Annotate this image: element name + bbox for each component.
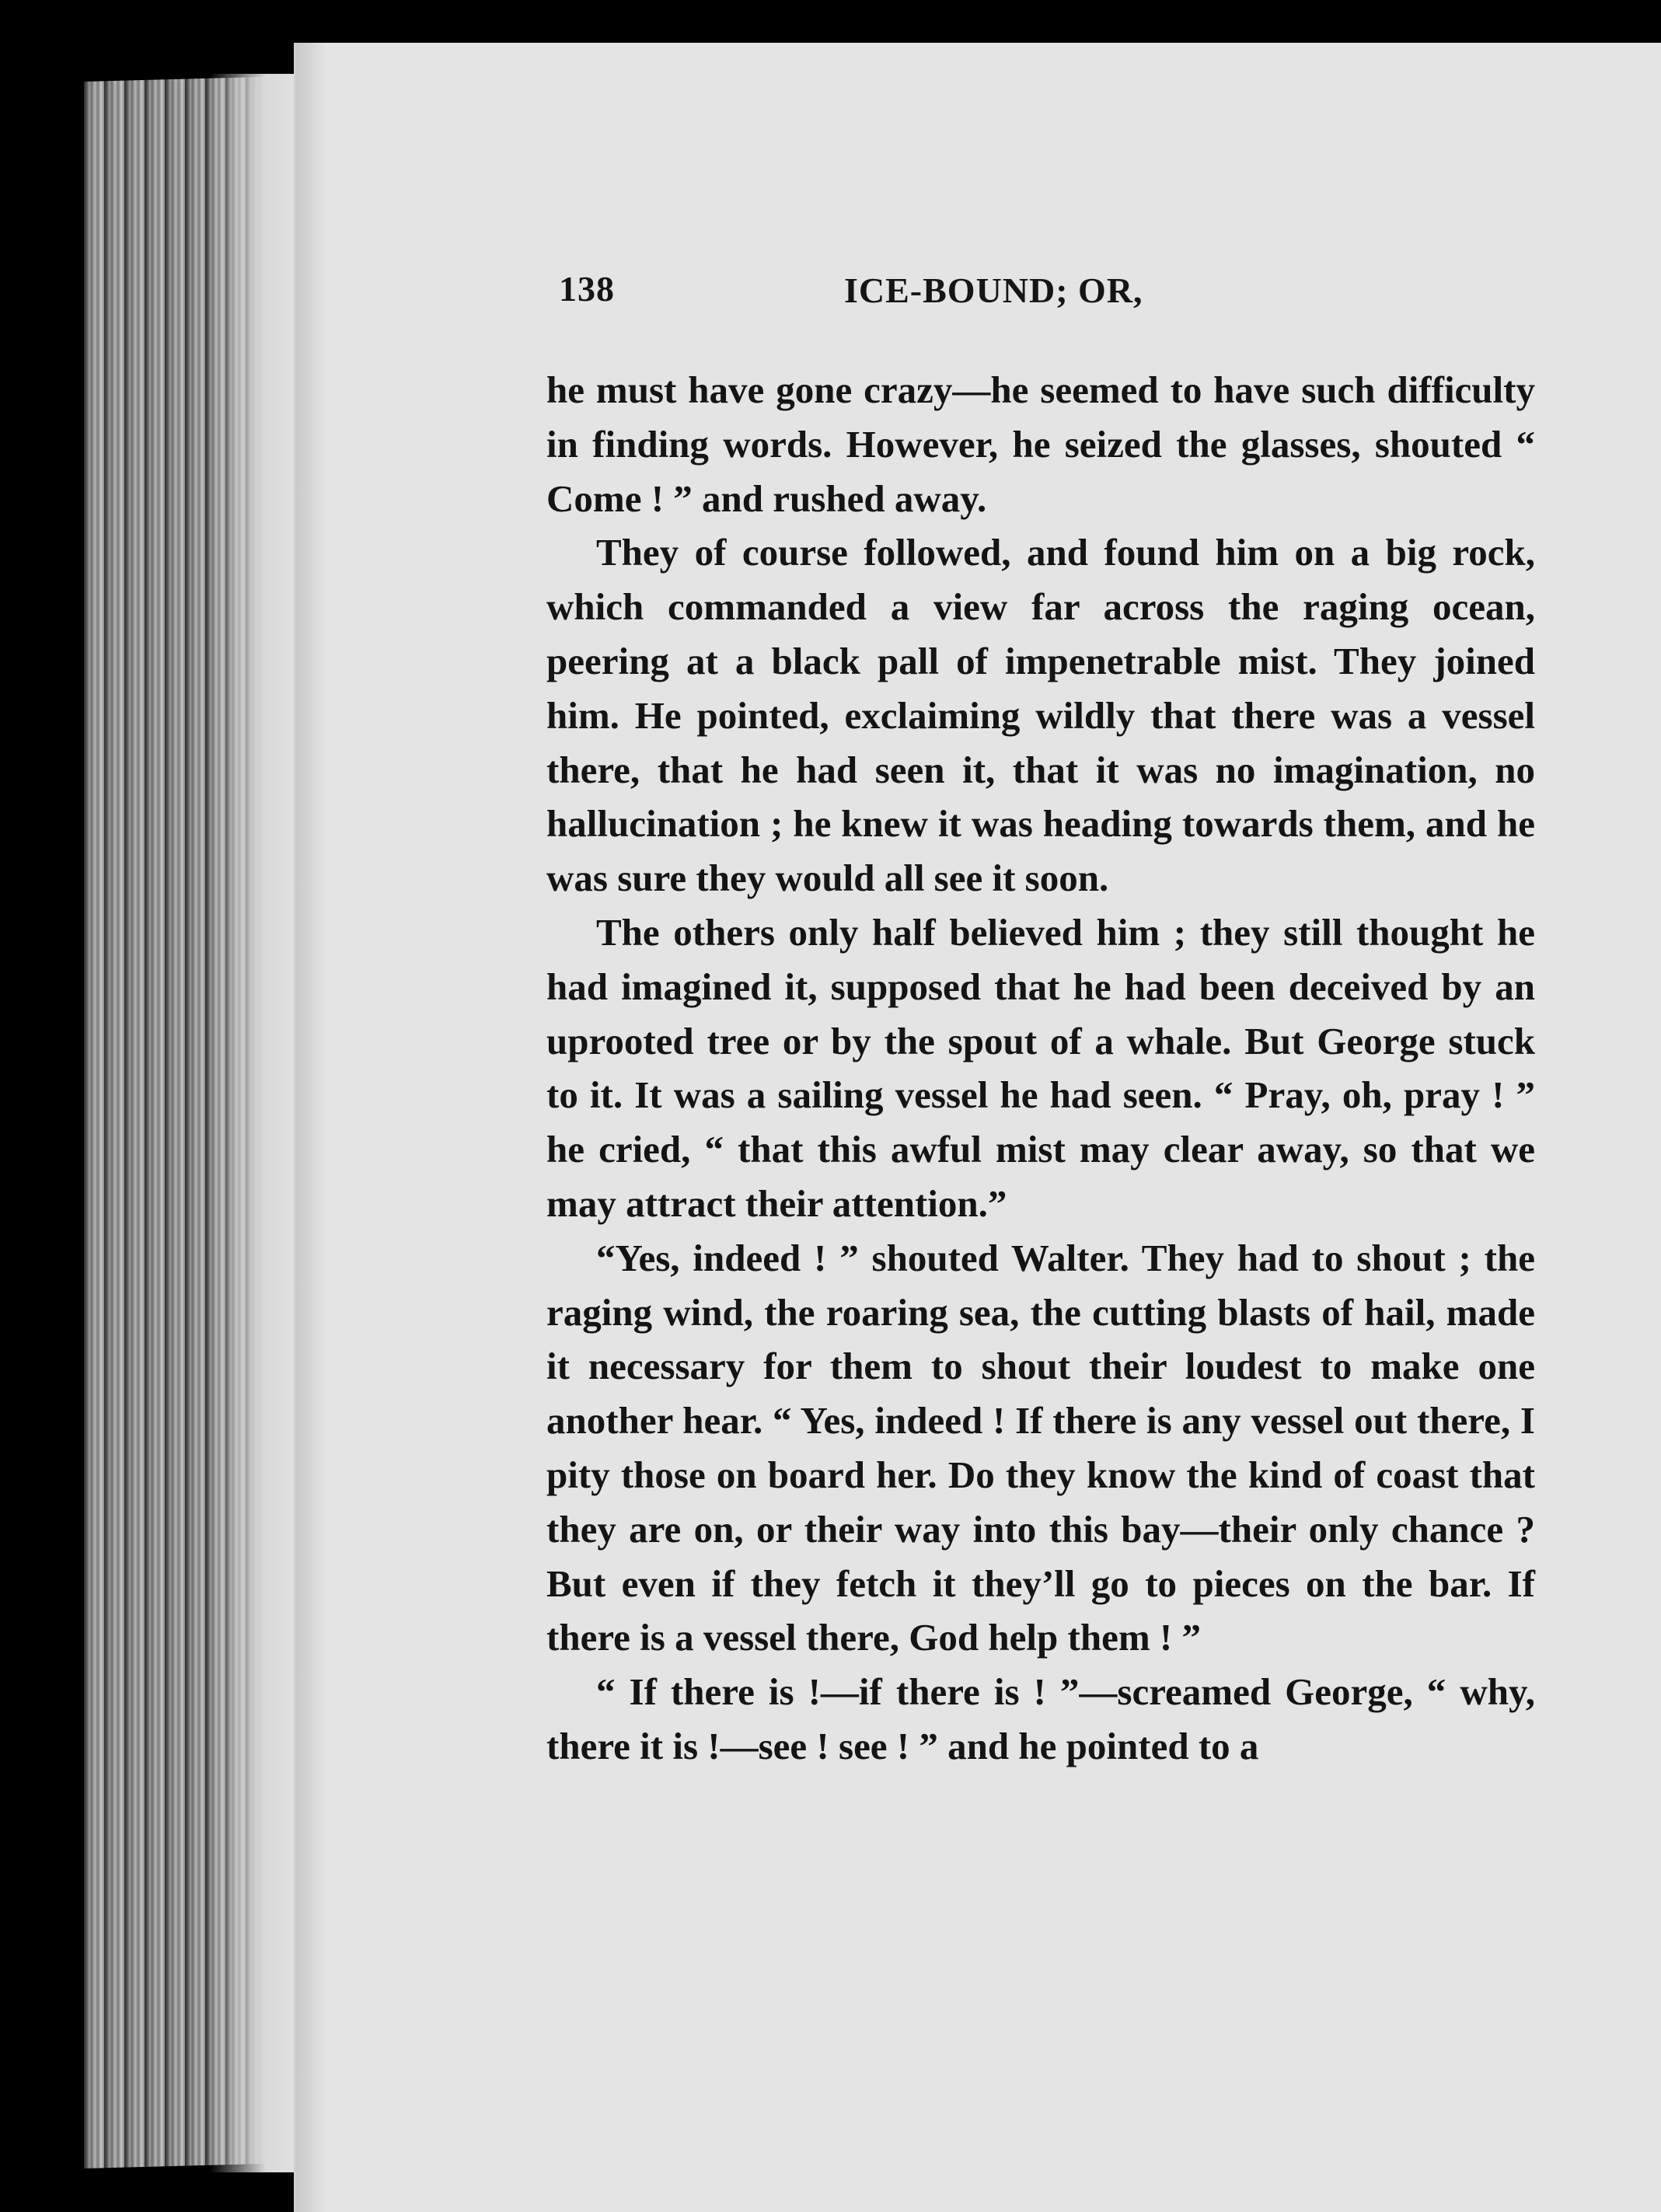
book-page <box>294 43 1661 2212</box>
paragraph-4: “Yes, indeed ! ” shouted Walter. They had to shout ; the raging wind, the roaring sea, the cutting blasts of hail, made it necessary for them to shout their loudest to make one another hear. “ Yes, indeed ! If there is any vessel out there, I pity those on board her. Do they know the kind of coast that they are on, or their way into this bay—their only chance ? But even if they fetch it they’ll go to pieces on the bar. If there is a vessel there, God help them ! ” <box>546 1236 1535 1659</box>
paragraph-3: The others only half believed him ; they still thought he had imagined it, supposed that he had been deceived by an uprooted tree or by the spout of a whale. But George stuck to it. It was a sailing vessel he had seen. “ Pray, oh, pray ! ” he cried, “ that this awful mist may clear away, so that we may attract their attention.” <box>546 910 1535 1225</box>
page-number: 138 <box>559 269 615 309</box>
running-header <box>296 268 1661 323</box>
paragraph-1: he must have gone crazy—he seemed to have such difficulty in finding words. However, he seized the glasses, shouted “ Come ! ” and rushed away. <box>546 368 1535 520</box>
paragraph-5: “ If there is !—if there is ! ”—screamed George, “ why, there it is !—see ! see ! ” and he pointed to a <box>546 1670 1535 1767</box>
gutter-shadow <box>296 43 327 2212</box>
body-text <box>546 363 1535 1774</box>
paragraph-2: They of course followed, and found him on a big rock, which commanded a view far across the raging ocean, peering at a black pall of impenetrable mist. They joined him. He pointed, exclaiming wildly that there was a vessel there, that he had seen it, that it was no imagination, no hallucination ; he knew it was heading towards them, and he was sure they would all see it soon. <box>546 531 1535 900</box>
running-title: ICE-BOUND; OR, <box>844 270 1143 310</box>
page-edge-shading <box>210 74 303 2172</box>
